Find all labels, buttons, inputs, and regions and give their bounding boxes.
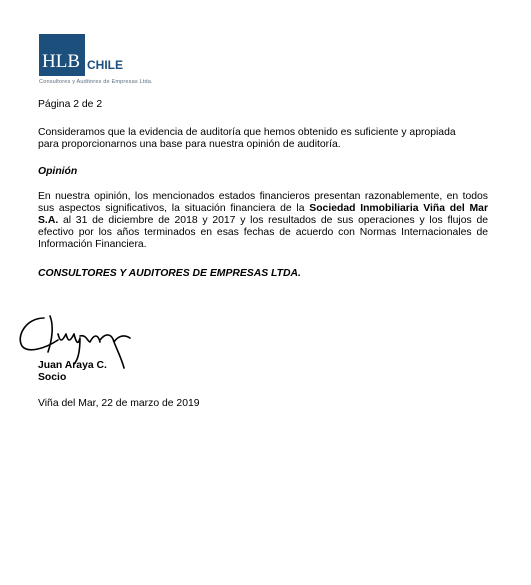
firm-name: CONSULTORES Y AUDITORES DE EMPRESAS LTDA. <box>38 268 301 279</box>
opinion-paragraph <box>38 191 488 251</box>
opinion-line-2-prefix: todos sus aspectos significativos, la situación financiera de la <box>38 191 488 214</box>
intro-line-2: para proporcionarnos una base para nuestra opinión de auditoría. <box>38 139 341 150</box>
signatory-name: Juan Araya C. <box>38 360 107 371</box>
company-name-part-1: Sociedad Inmobiliaria Viña <box>309 203 446 214</box>
company-name-part-2: del Mar S.A. <box>38 203 488 226</box>
page-indicator: Página 2 de 2 <box>38 99 103 110</box>
opinion-line-3-suffix: al 31 de diciembre de 2018 y 2017 y los resultados de sus operaciones y los <box>58 215 443 226</box>
hlb-chile-logo <box>39 34 199 90</box>
logo-country: CHILE <box>87 58 123 72</box>
intro-line-1: Consideramos que la evidencia de auditoría que hemos obtenido es suficiente y apropiada <box>38 127 456 138</box>
opinion-line-4: flujos de efectivo por los años terminados en esas fechas de acuerdo con Normas <box>38 215 489 238</box>
logo-box <box>39 34 85 76</box>
logo-brand: HLB <box>42 51 80 72</box>
signatory-role: Socio <box>38 372 67 383</box>
opinion-heading: Opinión <box>38 166 78 177</box>
logo-tagline: Consultores y Auditores de Empresas Ltda. <box>39 79 153 85</box>
opinion-line-5: Internacionales de Información Financiera. <box>38 227 488 250</box>
intro-paragraph <box>38 127 488 151</box>
opinion-line-1: En nuestra opinión, los mencionados estados financieros presentan razonablemente, en <box>38 191 459 202</box>
place-and-date: Viña del Mar, 22 de marzo de 2019 <box>38 398 200 409</box>
